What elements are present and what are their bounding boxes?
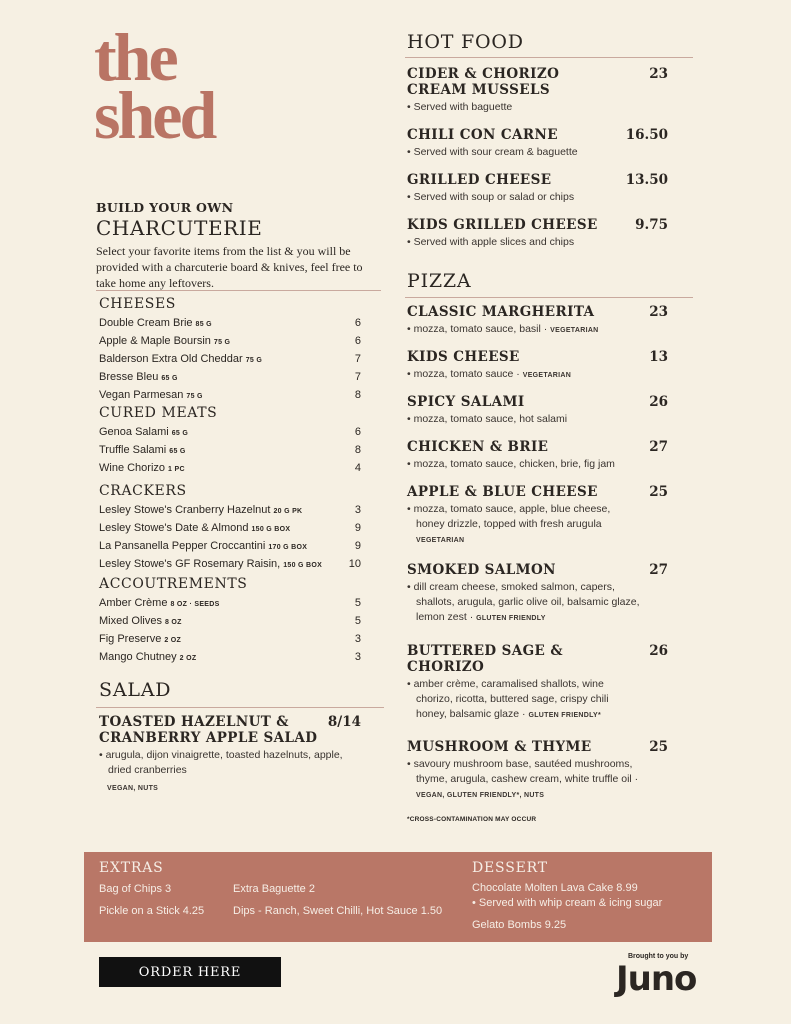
section-title: CURED MEATS — [99, 405, 218, 421]
section-title: CHEESES — [99, 296, 176, 312]
divider — [96, 290, 381, 291]
menu-item: Amber Crème 8 OZ · SEEDS 5 — [99, 597, 361, 609]
dessert-title: DESSERT — [472, 860, 548, 876]
cured-meats-section — [99, 405, 361, 478]
footnote: *CROSS-CONTAMINATION MAY OCCUR — [407, 816, 537, 823]
menu-item: Wine Chorizo 1 PC 4 — [99, 462, 361, 474]
logo-line-2: shed — [94, 77, 215, 153]
section-title: CRACKERS — [99, 483, 187, 499]
menu-item: Lesley Stowe's Date & Almond 150 G BOX 9 — [99, 522, 361, 534]
charcuterie-subtitle: BUILD YOUR OWN — [96, 200, 234, 215]
extra-item: Pickle on a Stick 4.25 — [99, 905, 205, 917]
menu-item: Apple & Maple Boursin 75 G 6 — [99, 335, 361, 347]
hot-food-item: KIDS GRILLED CHEESE 9.75 • Served with apple slices and chips — [407, 217, 668, 248]
menu-item: La Pansanella Pepper Croccantini 170 G BOX 9 — [99, 540, 361, 552]
charcuterie-intro — [96, 200, 386, 291]
crackers-section — [99, 483, 361, 574]
shed-logo — [94, 19, 264, 153]
menu-item: Double Cream Brie 85 G 6 — [99, 317, 361, 329]
menu-item: Fig Preserve 2 OZ 3 — [99, 633, 361, 645]
pizza-heading: PIZZA — [407, 270, 472, 292]
menu-item: Balderson Extra Old Cheddar 75 G 7 — [99, 353, 361, 365]
accoutrements-section — [99, 576, 361, 667]
pizza-item: APPLE & BLUE CHEESE 25 • mozza, tomato sauce, apple, blue cheese, honey drizzle, topped with fresh arugula VEGETARIAN — [407, 484, 668, 544]
extra-item: Bag of Chips 3 — [99, 883, 172, 895]
extras-dessert-band — [84, 852, 712, 942]
menu-item: Mixed Olives 8 OZ 5 — [99, 615, 361, 627]
pizza-item: KIDS CHEESE 13 • mozza, tomato sauce · VEGETARIAN — [407, 349, 668, 380]
brought-by-text: Brought to you by — [628, 953, 689, 960]
extra-item: Dips - Ranch, Sweet Chilli, Hot Sauce 1.50 — [233, 905, 443, 917]
extra-item: Extra Baguette 2 — [233, 883, 315, 895]
menu-item: Genoa Salami 65 G 6 — [99, 426, 361, 438]
salad-dish — [99, 714, 361, 796]
menu-item: Lesley Stowe's GF Rosemary Raisin, 150 G BOX 10 — [99, 558, 361, 570]
pizza-item: CHICKEN & BRIE 27 • mozza, tomato sauce, chicken, brie, fig jam — [407, 439, 668, 470]
menu-item: Lesley Stowe's Cranberry Hazelnut 20 G PK 3 — [99, 504, 361, 516]
pizza-item: CLASSIC MARGHERITA 23 • mozza, tomato sauce, basil · VEGETARIAN — [407, 304, 668, 335]
dish-price: 8/14 — [327, 714, 361, 730]
salad-heading: SALAD — [99, 679, 172, 701]
pizza-item: MUSHROOM & THYME 25 • savoury mushroom base, sautéed mushrooms, thyme, arugula, cashew cream, white truffle oil · VEGAN, GLUTEN FRIENDLY*, NUTS — [407, 739, 668, 799]
hot-food-heading: HOT FOOD — [407, 31, 524, 53]
hot-food-item: CHILI CON CARNE 16.50 • Served with sour cream & baguette — [407, 127, 668, 158]
pizza-item: SMOKED SALMON 27 • dill cream cheese, smoked salmon, capers, shallots, arugula, garlic olive oil, balsamic glaze, lemon zest · GLUTEN FRIENDLY — [407, 562, 668, 623]
dish-name: TOASTED HAZELNUT & CRANBERRY APPLE SALAD — [99, 714, 318, 746]
divider — [96, 707, 384, 708]
menu-item: Truffle Salami 65 G 8 — [99, 444, 361, 456]
dietary-tag: VEGAN, NUTS — [107, 785, 159, 792]
order-here-button[interactable]: ORDER HERE — [99, 957, 281, 987]
juno-logo: Juno — [616, 959, 697, 999]
charcuterie-title: CHARCUTERIE — [96, 216, 263, 240]
dish-description: • arugula, dijon vinaigrette, toasted hazelnuts, apple, dried cranberries — [99, 749, 343, 776]
logo-line-1: the — [94, 19, 176, 95]
section-title: ACCOUTREMENTS — [99, 576, 248, 592]
hot-food-item: CIDER & CHORIZO CREAM MUSSELS 23 • Served with baguette — [407, 66, 668, 113]
cheeses-section — [99, 296, 361, 405]
divider — [405, 297, 693, 298]
menu-item: Bresse Bleu 65 G 7 — [99, 371, 361, 383]
divider — [405, 57, 693, 58]
charcuterie-description: Select your favorite items from the list & you will be provided with a charcuterie board & knives, feel free to take home any leftovers. — [96, 244, 363, 290]
pizza-item: BUTTERED SAGE & CHORIZO 26 • amber crème, caramalised shallots, wine chorizo, ricotta, buttered sage, crispy chili honey, balsamic glaze · GLUTEN FRIENDLY* — [407, 643, 668, 720]
hot-food-item: GRILLED CHEESE 13.50 • Served with soup or salad or chips — [407, 172, 668, 203]
dessert-item: Gelato Bombs 9.25 — [472, 919, 567, 931]
dessert-description: • Served with whip cream & icing sugar — [472, 897, 663, 909]
pizza-item: SPICY SALAMI 26 • mozza, tomato sauce, hot salami — [407, 394, 668, 425]
menu-item: Mango Chutney 2 OZ 3 — [99, 651, 361, 663]
dessert-item: Chocolate Molten Lava Cake 8.99 — [472, 882, 638, 894]
menu-item: Vegan Parmesan 75 G 8 — [99, 389, 361, 401]
extras-title: EXTRAS — [99, 860, 164, 876]
